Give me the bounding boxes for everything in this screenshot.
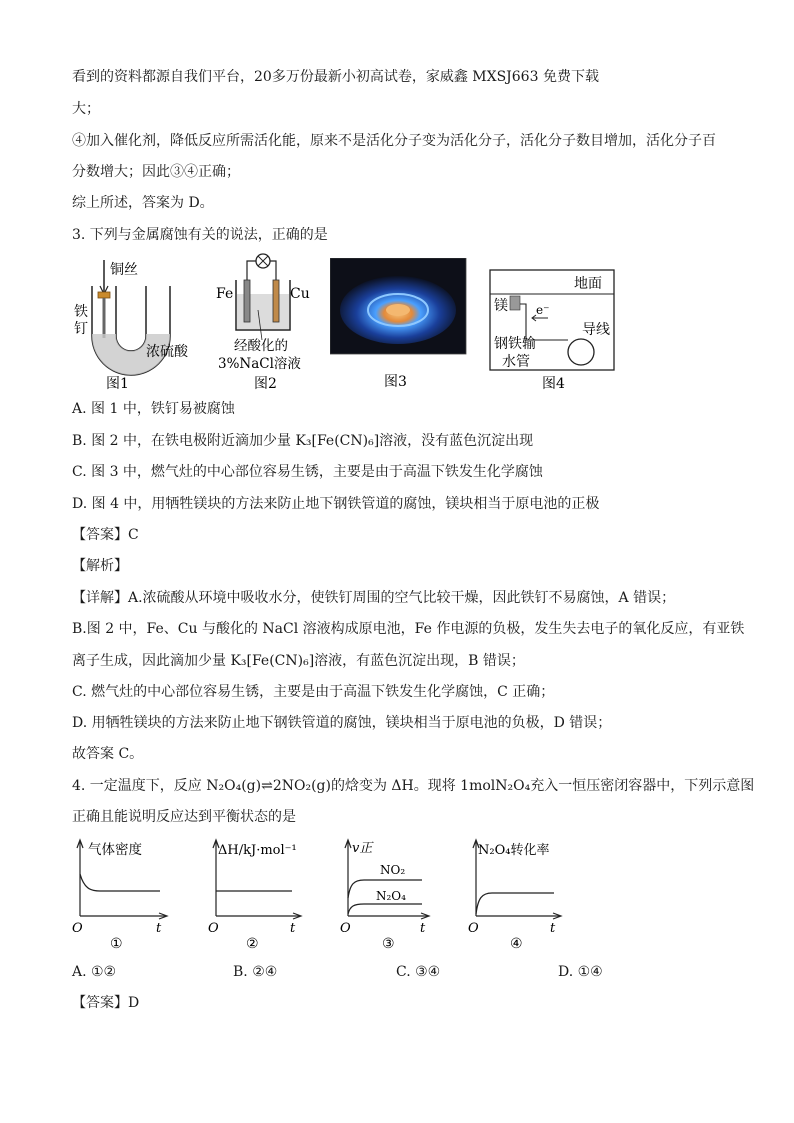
text-line: 故答案 C。 — [72, 746, 144, 762]
graph-xlabel: t — [420, 921, 426, 936]
question-3-stem: 3. 下列与金属腐蚀有关的说法，正确的是 — [72, 227, 328, 243]
text-line: B.图 2 中，Fe、Cu 与酸化的 NaCl 溶液构成原电池，Fe 作电源的负极，发生失去电子的氧化反应，有亚铁 — [72, 621, 745, 637]
fig2-cu-label: Cu — [290, 286, 310, 302]
figure-3-gas-stove-photo — [330, 258, 470, 394]
text-line: 分数增大；因此③④正确； — [72, 164, 240, 180]
answer-value: C — [128, 527, 139, 543]
fig4-mg-label: 镁 — [494, 298, 508, 314]
answer-tag: 答案 — [86, 527, 114, 543]
fig2-fe-label: Fe — [216, 286, 234, 302]
text-line: 综上所述，答案为 D。 — [72, 195, 214, 211]
graph3-series-label: NO₂ — [380, 863, 406, 877]
text-line: ④加入催化剂，降低反应所需活化能，原来不是活化分子变为活化分子，活化分子数目增加，活化分子百 — [72, 133, 716, 149]
graph4-ylabel: N₂O₄转化率 — [478, 843, 550, 858]
graph1-number: ① — [110, 936, 123, 952]
fig1-nail-label: 铁 — [74, 304, 88, 320]
detail-line: 【详解】A.浓硫酸从环境中吸收水分，使铁钉周围的空气比较干燥，因此铁钉不易腐蚀，A 错误； — [72, 590, 676, 606]
question-4-stem: 正确且能说明反应达到平衡状态的是 — [72, 809, 296, 825]
page-header: 看到的资料都源自我们平台，20多万份最新小初高试卷，家威鑫 MXSJ663 免费下载 — [72, 69, 599, 85]
graph3-series-label: N₂O₄ — [376, 889, 406, 903]
graph2-number: ② — [246, 936, 259, 952]
fig2-solution-label: 3%NaCl溶液 — [218, 356, 301, 372]
detail-text: A.浓硫酸从环境中吸收水分，使铁钉周围的空气比较干燥，因此铁钉不易腐蚀，A 错误； — [128, 590, 676, 606]
option-b: B. 图 2 中，在铁电极附近滴加少量 K₃[Fe(CN)₆]溶液，没有蓝色沉淀出现 — [72, 433, 534, 449]
graph-origin: O — [468, 921, 479, 936]
text-line: 大； — [72, 101, 100, 117]
fig2-solution-label: 经酸化的 — [234, 338, 288, 354]
fig4-ground-label: 地面 — [574, 276, 602, 292]
option-c: C. 图 3 中，燃气灶的中心部位容易生锈，主要是由于高温下铁发生化学腐蚀 — [72, 464, 543, 480]
fig4-caption: 图4 — [542, 376, 565, 392]
graph-3-forward-rate — [336, 836, 436, 954]
analysis-line: 【解析】 — [72, 558, 128, 574]
graph-xlabel: t — [156, 921, 162, 936]
figure-1-u-tube — [70, 256, 200, 394]
fig1-caption: 图1 — [106, 376, 129, 392]
fig3-caption: 图3 — [384, 374, 407, 390]
graph-1-gas-density — [68, 836, 178, 954]
text-line: D. 用牺牲镁块的方法来防止地下钢铁管道的腐蚀，镁块相当于原电池的负极，D 错误； — [72, 715, 612, 731]
fig4-pipe-label: 钢铁输 — [494, 336, 536, 352]
fig4-electron-label: e⁻ — [536, 303, 550, 317]
answer-value: D — [128, 995, 140, 1011]
graph-origin: O — [340, 921, 351, 936]
q4-option-d: D. ①④ — [558, 964, 603, 980]
option-a: A. 图 1 中，铁钉易被腐蚀 — [72, 401, 235, 417]
detail-tag: 详解 — [86, 590, 114, 606]
fig2-caption: 图2 — [254, 376, 277, 392]
fig1-nail-label: 钉 — [74, 321, 88, 337]
question-4-stem: 4. 一定温度下，反应 N₂O₄(g)⇌2NO₂(g)的焓变为 ΔH。现将 1molN₂O₄充入一恒压密闭容器中，下列示意图 — [72, 778, 755, 794]
q4-option-a: A. ①② — [72, 964, 117, 980]
text-line: 离子生成，因此滴加少量 K₃[Fe(CN)₆]溶液，有蓝色沉淀出现，B 错误； — [72, 653, 525, 669]
graph3-number: ③ — [382, 936, 395, 952]
q4-option-c: C. ③④ — [396, 964, 441, 980]
analysis-tag: 解析 — [86, 558, 114, 574]
figure-4-sacrificial-anode — [486, 266, 626, 396]
graph1-ylabel: 气体密度 — [88, 842, 142, 858]
graph-4-conversion — [464, 836, 568, 954]
q4-answer-line: 【答案】D — [72, 995, 140, 1011]
graph-origin: O — [72, 921, 83, 936]
graph-xlabel: t — [290, 921, 296, 936]
fig1-wire-label: 铜丝 — [110, 262, 138, 278]
figure-2-galvanic-cell — [214, 250, 320, 396]
answer-line: 【答案】C — [72, 527, 139, 543]
text-line: C. 燃气灶的中心部位容易生锈，主要是由于高温下铁发生化学腐蚀，C 正确； — [72, 684, 555, 700]
q4-option-b: B. ②④ — [233, 964, 278, 980]
graph-xlabel: t — [550, 921, 556, 936]
answer-tag: 答案 — [86, 995, 114, 1011]
graph4-number: ④ — [510, 936, 523, 952]
graph-origin: O — [208, 921, 219, 936]
graph3-ylabel: v正 — [352, 841, 373, 856]
graph2-ylabel: ΔH/kJ·mol⁻¹ — [218, 843, 297, 858]
fig4-wire-label: 导线 — [582, 322, 610, 338]
option-d: D. 图 4 中，用牺牲镁块的方法来防止地下钢铁管道的腐蚀，镁块相当于原电池的正极 — [72, 496, 600, 512]
fig1-acid-label: 浓硫酸 — [146, 344, 188, 360]
fig4-pipe-label: 水管 — [502, 354, 530, 370]
graph-2-enthalpy — [204, 836, 316, 954]
